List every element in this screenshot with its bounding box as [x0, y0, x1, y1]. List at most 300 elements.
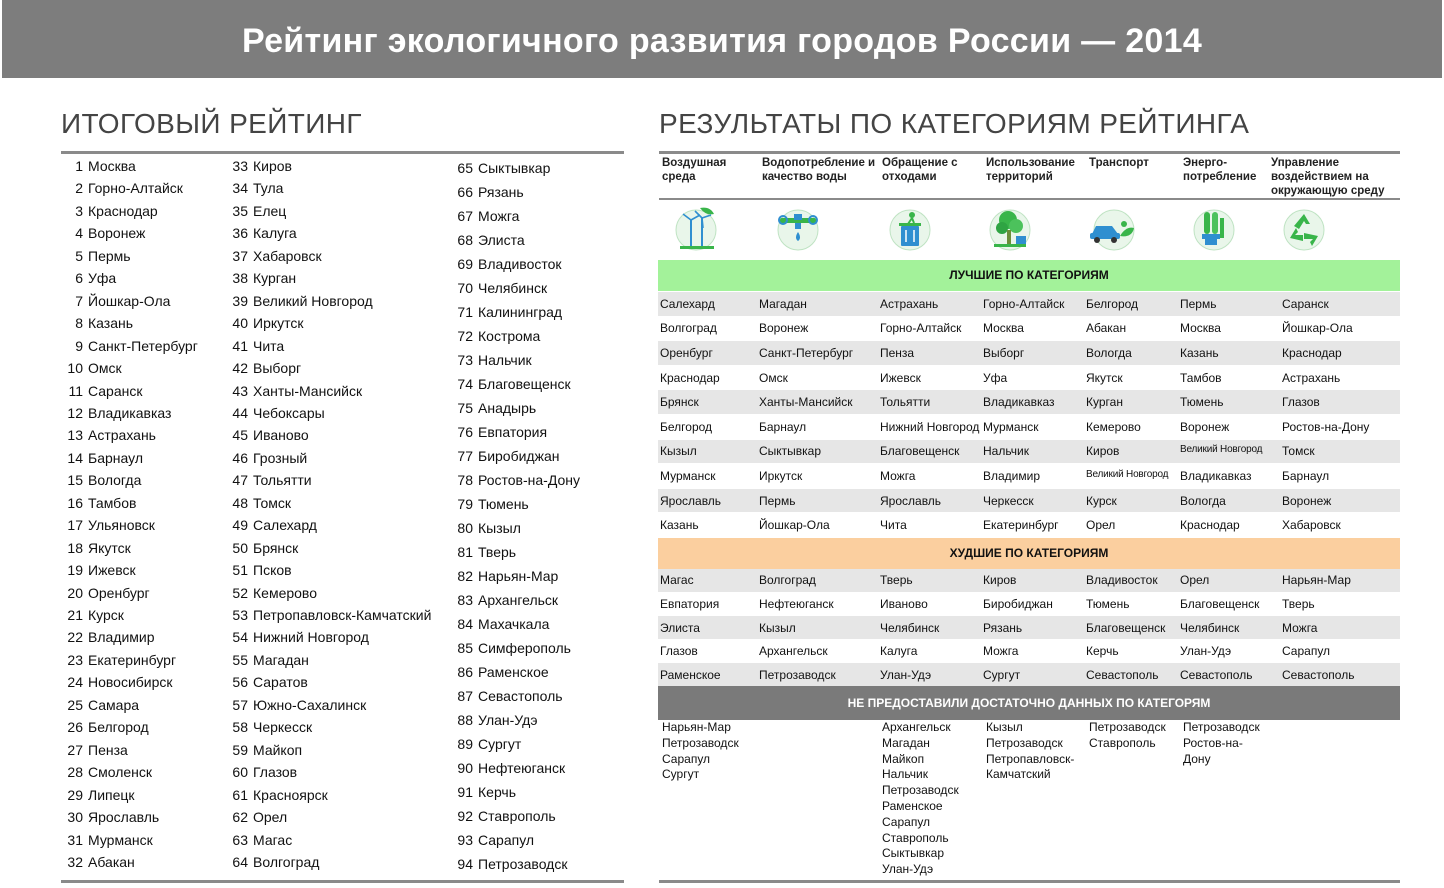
nodata-item: Улан-Удэ [882, 862, 934, 877]
rank-number: 7 [75, 292, 83, 309]
rank-item [226, 696, 366, 714]
rank-city: Майкоп [253, 741, 303, 758]
table-cell: Волгоград [660, 321, 717, 336]
rank-number: 54 [232, 629, 248, 646]
nodata-item: Ростов-на- [1183, 735, 1243, 750]
nodata-item: Раменское [882, 798, 943, 813]
rank-city: Омск [88, 360, 122, 377]
rank-item [226, 516, 317, 534]
rank-number: 55 [232, 651, 248, 668]
rank-number: 47 [232, 472, 248, 489]
rank-item [61, 359, 122, 377]
rank-item [226, 404, 325, 422]
table-cell: Хабаровск [1282, 518, 1341, 533]
table-cell: Саранск [1282, 296, 1329, 311]
table-cell: Мурманск [983, 419, 1039, 434]
rank-number: 4 [75, 225, 83, 242]
table-cell: Петрозаводск [759, 667, 836, 682]
rank-number: 8 [75, 315, 83, 332]
rank-item [226, 202, 286, 220]
rank-city: Краснодар [88, 202, 158, 219]
rank-number: 26 [67, 719, 83, 736]
rank-number: 40 [232, 315, 248, 332]
table-cell: Москва [1180, 321, 1221, 336]
nodata-item: Петрозаводск [882, 783, 959, 798]
table-cell: Орел [1180, 573, 1210, 588]
table-cell: Черкесск [983, 493, 1034, 508]
rank-number: 53 [232, 607, 248, 623]
table-cell: Благовещенск [1180, 596, 1260, 611]
table-cell: Казань [1180, 346, 1219, 360]
rank-item [226, 382, 362, 400]
rank-city: Ульяновск [88, 517, 155, 534]
rank-item [226, 786, 328, 804]
table-cell: Воронеж [1282, 493, 1332, 508]
rank-number: 86 [457, 664, 473, 680]
table-cell: Курган [1086, 395, 1123, 410]
rank-city: Кызыл [478, 520, 521, 536]
table-cell: Ярославль [660, 493, 722, 508]
rank-number: 50 [232, 539, 248, 556]
rank-number: 28 [67, 764, 83, 781]
rank-item [226, 179, 283, 197]
rank-city: Раменское [478, 664, 549, 680]
rank-item [451, 327, 540, 345]
table-cell: Кызыл [660, 444, 697, 459]
rank-item [226, 337, 284, 355]
rank-city: Салехард [253, 517, 317, 534]
table-cell: Глазов [660, 644, 698, 659]
rank-number: 19 [67, 562, 83, 579]
table-cell: Можга [983, 644, 1019, 659]
table-cell: Нефтеюганск [759, 596, 834, 611]
table-cell: Сыктывкар [759, 444, 822, 459]
rank-city: Мурманск [88, 831, 153, 848]
table-cell: Киров [983, 573, 1017, 588]
rank-city: Хабаровск [253, 247, 322, 264]
rank-item [451, 447, 559, 465]
rank-number: 52 [232, 584, 248, 601]
rank-number: 81 [457, 544, 473, 560]
nodata-item: Магадан [882, 735, 930, 750]
table-cell: Благовещенск [880, 444, 960, 459]
table-cell: Севастополь [1282, 667, 1355, 682]
rank-city: Калуга [253, 225, 297, 242]
table-cell: Владимир [983, 469, 1041, 483]
table-cell: Ханты-Мансийск [759, 395, 853, 410]
rank-city: Орел [253, 809, 288, 826]
rank-city: Ярославль [88, 809, 160, 826]
rank-city: Нижний Новгород [253, 629, 369, 646]
table-cell: Чита [880, 518, 907, 533]
rank-number: 31 [67, 831, 83, 848]
rank-item [451, 735, 521, 753]
water-tap-icon [774, 204, 822, 252]
rank-number: 21 [67, 607, 83, 623]
rank-number: 36 [232, 225, 248, 242]
table-cell: Волгоград [759, 573, 816, 588]
energy-bulb-icon [1190, 204, 1238, 252]
rank-item [226, 224, 297, 242]
rank-city: Магадан [253, 651, 309, 668]
rank-item [451, 159, 550, 177]
rank-city: Екатеринбург [88, 651, 177, 668]
right-bottom-rule [659, 880, 1400, 883]
rank-number: 71 [457, 304, 473, 320]
rank-city: Псков [253, 562, 292, 579]
category-header-transport: Транспорт [1089, 157, 1149, 169]
rank-number: 45 [232, 427, 248, 444]
table-cell: Краснодар [1282, 346, 1342, 360]
right-header-rule [659, 198, 1400, 200]
category-header-land: Использование территорий [986, 157, 1075, 183]
rank-item [61, 292, 170, 310]
left-bottom-rule [61, 880, 624, 883]
rank-number: 15 [67, 472, 83, 489]
rank-item [451, 591, 558, 609]
table-cell: Великий Новгород [1180, 444, 1263, 456]
nodata-column [882, 720, 959, 878]
rank-city: Абакан [88, 853, 135, 870]
rank-item [61, 718, 149, 736]
rank-number: 62 [232, 809, 248, 826]
rank-item [226, 831, 292, 849]
rank-city: Севастополь [478, 688, 563, 704]
rank-number: 51 [232, 562, 248, 579]
table-cell: Сургут [983, 667, 1021, 682]
rank-number: 38 [232, 270, 248, 287]
rank-city: Пермь [88, 247, 131, 264]
rank-item [226, 673, 308, 691]
rank-item [61, 516, 155, 534]
table-cell: Краснодар [1180, 518, 1240, 533]
table-cell: Екатеринбург [983, 518, 1059, 533]
rank-number: 74 [457, 376, 473, 392]
table-cell: Севастополь [1086, 667, 1159, 682]
nodata-column [986, 720, 1074, 783]
rank-item [226, 718, 312, 736]
rank-city: Владикавказ [88, 404, 172, 421]
rank-item [451, 279, 547, 297]
rank-item [61, 763, 152, 781]
table-cell: Магадан [759, 296, 807, 311]
rank-number: 72 [457, 328, 473, 344]
table-cell: Нарьян-Мар [1282, 573, 1351, 588]
rank-city: Иркутск [253, 315, 304, 332]
rank-item [451, 759, 565, 777]
table-cell: Абакан [1086, 321, 1127, 336]
nodata-item: Сарапул [662, 751, 711, 766]
rank-city: Элиста [478, 232, 525, 248]
rank-item [451, 423, 547, 441]
nodata-item: Петрозаводск [1183, 720, 1260, 734]
rank-number: 66 [457, 184, 473, 200]
rank-item [61, 786, 135, 804]
table-cell: Ижевск [880, 370, 921, 385]
rank-item [451, 471, 580, 489]
rank-number: 30 [67, 809, 83, 826]
rank-item [451, 519, 521, 537]
rank-number: 12 [67, 404, 83, 421]
nodata-item: Сарапул [882, 814, 931, 829]
rank-number: 76 [457, 424, 473, 440]
rank-number: 90 [457, 760, 473, 776]
right-top-rule [659, 151, 1400, 154]
rank-item [226, 561, 292, 579]
table-cell: Калуга [880, 644, 918, 659]
rank-number: 9 [75, 337, 83, 354]
rank-item [451, 807, 556, 825]
rank-number: 82 [457, 568, 473, 584]
table-cell: Тюмень [1086, 596, 1130, 611]
rank-city: Санкт-Петербург [88, 337, 198, 354]
rank-city: Липецк [88, 786, 135, 803]
table-cell: Тюмень [1180, 395, 1224, 410]
rank-city: Оренбург [88, 584, 150, 601]
rank-item [61, 808, 159, 826]
table-cell: Евпатория [660, 596, 720, 611]
rank-city: Анадырь [478, 400, 537, 416]
rank-city: Барнаул [88, 449, 143, 466]
rank-city: Самара [88, 696, 140, 713]
rank-number: 68 [457, 232, 473, 248]
table-cell: Омск [759, 370, 788, 385]
rank-item [451, 231, 525, 249]
rank-city: Горно-Алтайск [88, 180, 183, 197]
rank-number: 59 [232, 741, 248, 758]
rank-city: Саратов [253, 674, 308, 691]
rank-item [226, 247, 322, 265]
rank-number: 39 [232, 292, 248, 309]
rank-number: 37 [232, 247, 248, 264]
rank-number: 43 [232, 382, 248, 399]
rank-city: Пенза [88, 741, 128, 758]
table-cell: Тольятти [880, 395, 931, 410]
rank-city: Черкесск [253, 719, 313, 736]
table-cell: Йошкар-Ола [1282, 321, 1353, 336]
rank-city: Астрахань [88, 427, 156, 444]
rank-city: Саранск [88, 382, 143, 399]
rank-number: 83 [457, 592, 473, 608]
rank-item [226, 539, 298, 557]
rank-city: Тюмень [478, 496, 529, 512]
rank-city: Биробиджан [478, 448, 560, 464]
rank-city: Магас [253, 831, 293, 848]
recycle-arrows-icon [1280, 204, 1328, 252]
category-header-water: Водопотребление и качество воды [762, 157, 876, 183]
rank-number: 16 [67, 494, 83, 511]
rank-number: 93 [457, 832, 473, 848]
nodata-column [1183, 720, 1260, 767]
rank-item [61, 696, 139, 714]
rank-item [451, 639, 571, 657]
nodata-item: Сургут [662, 767, 700, 782]
table-cell: Астрахань [880, 296, 939, 311]
rank-city: Владимир [88, 629, 155, 646]
left-top-rule [61, 151, 624, 154]
rank-city: Ростов-на-Дону [478, 472, 580, 488]
rank-item [61, 471, 141, 489]
best-by-category-band: ЛУЧШИЕ ПО КАТЕГОРИЯМ [658, 260, 1400, 291]
rank-item [61, 314, 133, 332]
rank-city: Челябинск [478, 280, 548, 296]
table-cell: Орел [1086, 518, 1116, 533]
rank-city: Нальчик [478, 352, 532, 368]
wind-turbine-icon [674, 204, 722, 252]
rank-number: 34 [232, 180, 248, 197]
no-data-band: НЕ ПРЕДОСТАВИЛИ ДОСТАТОЧНО ДАННЫХ ПО КАТЕГОРЯМ [658, 686, 1400, 720]
rank-number: 69 [457, 256, 473, 272]
rank-city: Симферополь [478, 640, 571, 656]
rank-city: Южно-Сахалинск [253, 696, 367, 713]
rank-item [226, 449, 307, 467]
rank-city: Чебоксары [253, 404, 325, 421]
rank-city: Улан-Удэ [478, 712, 538, 728]
rank-item [226, 651, 309, 669]
eco-car-icon [1088, 204, 1136, 252]
rank-city: Петропавловск-Камчатский [253, 607, 432, 623]
rank-number: 32 [67, 853, 83, 870]
rank-city: Владивосток [478, 256, 562, 272]
rank-city: Выборг [253, 360, 302, 377]
rank-item [226, 584, 317, 602]
table-cell: Пермь [759, 493, 796, 508]
rank-number: 18 [67, 539, 83, 556]
table-cell: Глазов [1282, 395, 1320, 410]
table-cell: Кызыл [759, 620, 796, 635]
rank-item [61, 673, 173, 691]
rank-city: Архангельск [478, 592, 559, 608]
table-cell: Тамбов [1180, 370, 1222, 385]
table-cell: Ярославль [880, 493, 942, 508]
nodata-item: Ставрополь [882, 830, 949, 845]
table-cell: Кемерово [1086, 419, 1141, 434]
table-cell: Биробиджан [983, 596, 1053, 611]
rank-city: Якутск [88, 539, 131, 556]
rank-item [226, 741, 302, 759]
rank-number: 48 [232, 494, 248, 511]
nodata-item: Майкоп [882, 751, 925, 766]
rank-item [451, 711, 538, 729]
rank-number: 92 [457, 808, 473, 824]
rank-number: 27 [67, 741, 83, 758]
rank-number: 41 [232, 337, 248, 354]
rank-number: 42 [232, 360, 248, 377]
rank-item [451, 543, 516, 561]
rank-number: 6 [75, 270, 83, 287]
rank-city: Чита [253, 337, 285, 354]
rank-item [226, 763, 297, 781]
category-header-energy: Энерго-потребление [1183, 157, 1257, 183]
rank-item [226, 269, 296, 287]
rank-city: Глазов [253, 764, 298, 781]
rank-number: 10 [67, 360, 83, 377]
rank-item [61, 426, 156, 444]
rank-item [451, 183, 524, 201]
table-cell: Белгород [1086, 296, 1139, 311]
rank-number: 60 [232, 764, 248, 781]
table-cell: Курск [1086, 493, 1117, 508]
rank-number: 64 [232, 853, 248, 870]
rank-item [61, 561, 136, 579]
recycle-bin-icon [886, 204, 934, 252]
rank-item [451, 495, 529, 513]
table-cell: Нальчик [983, 444, 1029, 459]
rank-number: 78 [457, 472, 473, 488]
rank-number: 77 [457, 448, 473, 464]
table-cell: Оренбург [660, 346, 713, 360]
rank-item [61, 494, 136, 512]
rank-item [451, 255, 562, 273]
category-header-management: Управление воздействием на окружающую среду [1271, 157, 1385, 197]
rank-number: 25 [67, 696, 83, 713]
rank-number: 65 [457, 160, 473, 176]
rank-city: Белгород [88, 719, 149, 736]
table-cell: Сарапул [1282, 644, 1331, 659]
table-cell: Вологда [1180, 493, 1226, 508]
rank-item [61, 269, 116, 287]
table-cell: Барнаул [1282, 469, 1330, 483]
table-cell: Воронеж [759, 321, 809, 336]
rank-item [61, 853, 135, 871]
rank-number: 33 [232, 158, 248, 174]
rank-item [61, 831, 153, 849]
rank-item [451, 831, 534, 849]
rank-number: 23 [67, 651, 83, 668]
table-cell: Рязань [983, 620, 1023, 635]
table-cell: Магас [660, 573, 694, 588]
table-cell: Тверь [880, 573, 913, 588]
table-cell: Уфа [983, 370, 1008, 385]
rank-number: 70 [457, 280, 473, 296]
rank-city: Томск [253, 494, 291, 511]
rank-item [451, 375, 571, 393]
rank-number: 24 [67, 674, 83, 691]
rank-item [61, 449, 143, 467]
rank-number: 79 [457, 496, 473, 512]
table-cell: Иркутск [759, 469, 803, 483]
rank-item [61, 651, 176, 669]
rank-number: 11 [68, 382, 83, 399]
category-header-waste: Обращение с отходами [882, 157, 958, 183]
nodata-item: Петропавловск- [986, 751, 1075, 766]
rank-city: Казань [88, 315, 134, 332]
rank-item [451, 663, 549, 681]
rank-city: Елец [253, 202, 287, 219]
rank-item [61, 247, 131, 265]
table-cell: Челябинск [1180, 620, 1240, 635]
rank-city: Кемерово [253, 584, 317, 601]
table-cell: Санкт-Петербург [759, 346, 854, 360]
table-cell: Горно-Алтайск [983, 296, 1065, 311]
rank-item [451, 687, 563, 705]
rank-item [61, 539, 131, 557]
table-cell: Пенза [880, 346, 915, 360]
rank-city: Вологда [88, 472, 142, 489]
rank-item [61, 179, 183, 197]
nodata-item: Архангельск [882, 720, 951, 734]
rank-item [451, 207, 519, 225]
table-cell: Выборг [983, 346, 1025, 360]
rank-number: 35 [232, 202, 248, 219]
rank-city: Нарьян-Мар [478, 568, 559, 584]
rank-number: 29 [67, 786, 83, 803]
rank-city: Благовещенск [478, 376, 571, 392]
rank-city: Ставрополь [478, 808, 556, 824]
table-cell: Тверь [1282, 596, 1315, 611]
table-cell: Мурманск [660, 469, 716, 483]
nodata-item: Нальчик [882, 767, 928, 782]
